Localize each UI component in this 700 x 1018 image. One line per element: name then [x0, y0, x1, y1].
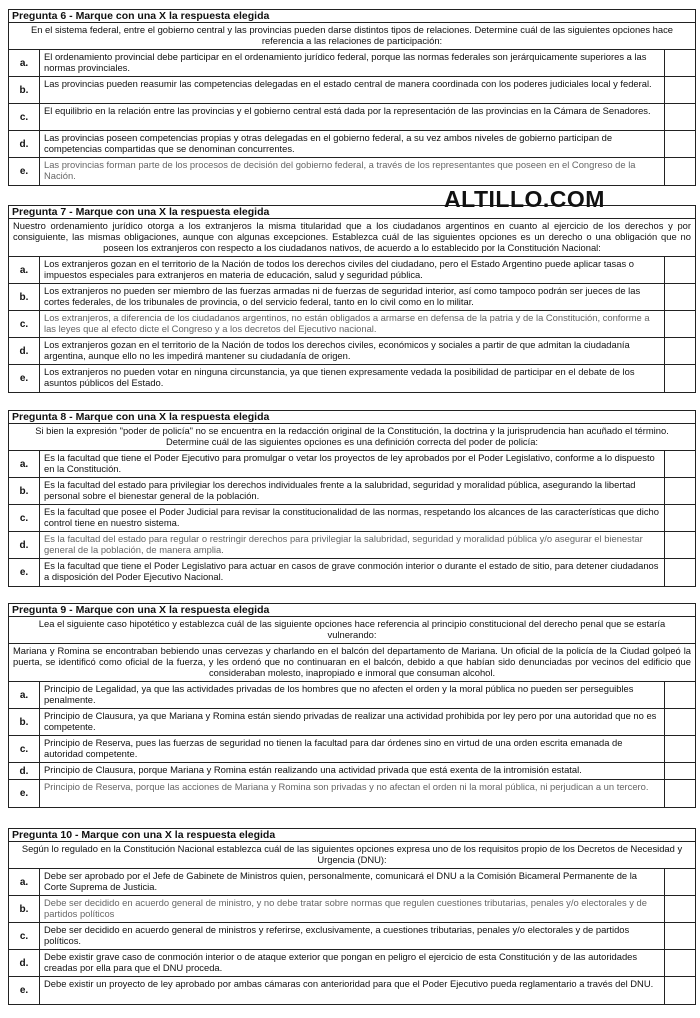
- option-letter: a.: [9, 451, 40, 477]
- answer-checkbox-e[interactable]: [664, 780, 695, 807]
- option-letter: d.: [9, 338, 40, 364]
- option-text: Principio de Reserva, pues las fuerzas de seguridad no tienen la facultad para dar órdenes sino en virtud de una orden escrita emanada de autoridad competente.: [44, 737, 623, 759]
- option-row-b: [9, 478, 695, 505]
- option-text: Los extranjeros no pueden ser miembro de las fuerzas armadas ni de fuerzas de seguridad interior, así como tampoco podrán ser jueces de las cortes federales, de los tribunales de provincia, o del servicio federal, tanto en lo civil como en lo militar.: [44, 285, 641, 307]
- question-header: Pregunta 8 - Marque con una X la respuesta elegida: [9, 411, 695, 424]
- question-prompt: En el sistema federal, entre el gobierno central y las provincias pueden darse distintos tipos de relaciones. Determine cuál de las siguientes opciones hace referencia a las relaciones de participación:: [9, 23, 695, 50]
- answer-checkbox-c[interactable]: [664, 505, 695, 531]
- option-row-e: [9, 977, 695, 1004]
- option-row-c: [9, 923, 695, 950]
- option-letter: b.: [9, 478, 40, 504]
- option-letter: b.: [9, 709, 40, 735]
- answer-checkbox-c[interactable]: [664, 311, 695, 337]
- answer-checkbox-b[interactable]: [664, 284, 695, 310]
- answer-checkbox-a[interactable]: [664, 682, 695, 708]
- option-row-c: [9, 736, 695, 763]
- option-letter: d.: [9, 763, 40, 779]
- option-row-a: [9, 869, 695, 896]
- option-row-d: [9, 950, 695, 977]
- option-text: Principio de Legalidad, ya que las actividades privadas de los hombres que no afecten el orden y la moral pública no pueden ser perseguibles penalmente.: [44, 683, 634, 705]
- option-row-d: [9, 338, 695, 365]
- question-8: [8, 410, 696, 587]
- option-row-b: [9, 284, 695, 311]
- question-header: Pregunta 10 - Marque con una X la respuesta elegida: [9, 829, 695, 842]
- option-letter: a.: [9, 869, 40, 895]
- question-header: Pregunta 7 - Marque con una X la respuesta elegida: [9, 206, 695, 219]
- answer-checkbox-b[interactable]: [664, 77, 695, 103]
- option-text: Principio de Clausura, ya que Mariana y Romina están siendo privadas de realizar una actividad prohibida por ley pero por una autoridad que no es competente.: [44, 710, 657, 732]
- question-prompt: Si bien la expresión "poder de policía" no se encuentra en la redacción original de la Constitución, la doctrina y la jurisprudencia han acuñado el término. Determine cuál de las siguientes opciones es una definición correcta del poder de policía:: [9, 424, 695, 451]
- option-text: El equilibrio en la relación entre las provincias y el gobierno central está dada por la representación de las provincias en la Cámara de Senadores.: [44, 105, 651, 116]
- option-text: El ordenamiento provincial debe participar en el ordenamiento jurídico federal, porque las normas federales son jerárquicamente superiores a las normas provinciales.: [44, 51, 647, 73]
- option-text: Debe existir un proyecto de ley aprobado por ambas cámaras con anterioridad para que el Poder Ejecutivo pueda reglamentario a través del DNU.: [44, 978, 654, 989]
- option-text: Es la facultad que tiene el Poder Legislativo para actuar en casos de grave conmoción interior o durante el estado de sitio, para detener ciudadanos a disposición del Poder Ejecutivo Nacional.: [44, 560, 659, 582]
- case-scenario: Mariana y Romina se encontraban bebiendo unas cervezas y charlando en el balcón del departamento de Mariana. Un oficial de la policía de la Ciudad golpeó la puerta, se identificó como oficial de la fuerza, y les ordenó que no continuaran en el balcón, debido a que habían sido denunciadas por vecinos del edificio que consideraban molesto, inapropiado e inmoral que consuman alcohol.: [9, 644, 695, 682]
- option-letter: b.: [9, 284, 40, 310]
- option-letter: e.: [9, 559, 40, 586]
- option-letter: b.: [9, 77, 40, 103]
- answer-checkbox-e[interactable]: [664, 977, 695, 1004]
- answer-checkbox-b[interactable]: [664, 709, 695, 735]
- question-9: [8, 603, 696, 808]
- answer-checkbox-a[interactable]: [664, 257, 695, 283]
- option-row-e: [9, 780, 695, 807]
- answer-checkbox-d[interactable]: [664, 131, 695, 157]
- option-row-e: [9, 158, 695, 185]
- question-10: [8, 828, 696, 1005]
- option-text: Los extranjeros gozan en el territorio de la Nación de todos los derechos civiles, económicos y sociales a partir de que admitan la ciudadanía argentina, aunque ello no les impedirá mantener su ciudadanía de origen.: [44, 339, 630, 361]
- option-row-b: [9, 896, 695, 923]
- option-row-d: [9, 763, 695, 780]
- option-text: Las provincias forman parte de los procesos de decisión del gobierno federal, a través de los representantes que poseen en el Congreso de la Nación.: [44, 159, 636, 181]
- option-text: Es la facultad que tiene el Poder Ejecutivo para promulgar o vetar los proyectos de ley aprobados por el Poder Legislativo, conforme a lo dispuesto en la Constitución.: [44, 452, 655, 474]
- option-text: Es la facultad que posee el Poder Judicial para revisar la constitucionalidad de las normas, respetando los alcances de las características que dicho control tiene en nuestro sistema.: [44, 506, 659, 528]
- option-letter: a.: [9, 257, 40, 283]
- answer-checkbox-d[interactable]: [664, 763, 695, 779]
- answer-checkbox-b[interactable]: [664, 478, 695, 504]
- question-prompt: Según lo regulado en la Constitución Nacional establezca cuál de las siguientes opciones expresa uno de los requisitos propio de los Decretos de Necesidad y Urgencia (DNU):: [9, 842, 695, 869]
- option-text: Debe ser decidido en acuerdo general de ministros y referirse, exclusivamente, a cuestiones tributarias, penales y/o electorales y de partidos políticos.: [44, 924, 630, 946]
- option-row-b: [9, 77, 695, 104]
- answer-checkbox-c[interactable]: [664, 104, 695, 130]
- option-text: Debe existir grave caso de conmoción interior o de ataque exterior que pongan en peligro el ejercicio de esta Constitución y de las autoridades creadas por ella para que el DNU proceda.: [44, 951, 638, 973]
- answer-checkbox-d[interactable]: [664, 532, 695, 558]
- question-header: Pregunta 9 - Marque con una X la respuesta elegida: [9, 604, 695, 617]
- option-letter: d.: [9, 131, 40, 157]
- question-prompt: Lea el siguiente caso hipotético y establezca cuál de las siguiente opciones hace referencia al principio constitucional del derecho penal que se estaría vulnerando:: [9, 617, 695, 644]
- option-letter: a.: [9, 682, 40, 708]
- answer-checkbox-e[interactable]: [664, 365, 695, 392]
- question-header: Pregunta 6 - Marque con una X la respuesta elegida: [9, 10, 695, 23]
- option-row-a: [9, 50, 695, 77]
- option-letter: d.: [9, 950, 40, 976]
- option-letter: c.: [9, 505, 40, 531]
- answer-checkbox-a[interactable]: [664, 451, 695, 477]
- answer-checkbox-d[interactable]: [664, 950, 695, 976]
- option-text: Debe ser aprobado por el Jefe de Gabinete de Ministros quien, personalmente, comunicará el DNU a la Comisión Bicameral Permanente de la Corte Suprema de Justicia.: [44, 870, 638, 892]
- option-text: Es la facultad del estado para privilegiar los derechos individuales frente a la salubridad, seguridad y moralidad pública, asegurando la libertad personal sobre el bienestar general de la población.: [44, 479, 636, 501]
- question-6: [8, 9, 696, 186]
- option-letter: e.: [9, 158, 40, 185]
- option-letter: a.: [9, 50, 40, 76]
- option-row-a: [9, 682, 695, 709]
- answer-checkbox-c[interactable]: [664, 923, 695, 949]
- option-row-c: [9, 505, 695, 532]
- option-text: Las provincias poseen competencias propias y otras delegadas en el gobierno federal, a su vez ambos niveles de gobierno participan de competencias compartidas que se denominan concurrentes.: [44, 132, 613, 154]
- option-letter: e.: [9, 780, 40, 807]
- answer-checkbox-b[interactable]: [664, 896, 695, 922]
- answer-checkbox-d[interactable]: [664, 338, 695, 364]
- watermark-text: ALTILLO.COM: [444, 186, 605, 212]
- option-letter: c.: [9, 311, 40, 337]
- option-text: Las provincias pueden reasumir las competencias delegadas en el estado central de manera coordinada con los poderes judiciales local y federal.: [44, 78, 652, 89]
- answer-checkbox-e[interactable]: [664, 559, 695, 586]
- option-row-c: [9, 311, 695, 338]
- answer-checkbox-e[interactable]: [664, 158, 695, 185]
- option-row-a: [9, 257, 695, 284]
- option-letter: c.: [9, 923, 40, 949]
- option-text: Es la facultad del estado para regular o restringir derechos para privilegiar la salubridad, seguridad y moralidad pública y/o asegurar el bienestar general de la población, de manera amplia.: [44, 533, 643, 555]
- option-text: Principio de Reserva, porque las acciones de Mariana y Romina son privadas y no afectan el orden ni la moral pública, ni perjudican a un tercero.: [44, 781, 649, 792]
- option-letter: c.: [9, 104, 40, 130]
- option-text: Principio de Clausura, porque Mariana y Romina están realizando una actividad privada que está exenta de la intromisión estatal.: [44, 764, 582, 775]
- question-7: [8, 205, 696, 393]
- option-letter: d.: [9, 532, 40, 558]
- option-text: Los extranjeros gozan en el territorio de la Nación de todos los derechos civiles del ciudadano, pero el Estado Argentino puede aplicar tasas o impuestos especiales para extranjeros en materia de educación, salud y seguridad pública.: [44, 258, 634, 280]
- option-row-a: [9, 451, 695, 478]
- option-row-d: [9, 532, 695, 559]
- option-row-e: [9, 365, 695, 392]
- option-row-e: [9, 559, 695, 586]
- answer-checkbox-a[interactable]: [664, 50, 695, 76]
- option-text: Los extranjeros no pueden votar en ninguna circunstancia, ya que tienen expresamente vedada la posibilidad de participar en el debate de los asuntos públicos del Estado.: [44, 366, 635, 388]
- option-text: Debe ser decidido en acuerdo general de ministro, y no debe tratar sobre normas que regulen cuestiones tributarias, penales y/o electorales y de partidos políticos: [44, 897, 647, 919]
- option-letter: e.: [9, 365, 40, 392]
- option-letter: b.: [9, 896, 40, 922]
- answer-checkbox-c[interactable]: [664, 736, 695, 762]
- option-text: Los extranjeros, a diferencia de los ciudadanos argentinos, no están obligados a armarse en defensa de la patria y de la Constitución, conforme a las leyes que al efecto dicte el Congreso y a los decretos del Ejecutivo nacional.: [44, 312, 650, 334]
- answer-checkbox-a[interactable]: [664, 869, 695, 895]
- question-prompt: Nuestro ordenamiento jurídico otorga a los extranjeros la misma titularidad que a los ciudadanos argentinos en cuanto al ejercicio de los derechos y por consiguiente, las mismas obligaciones, aunque con algunas excepciones. Establezca cuál de las siguientes opciones es un derecho o una obligación que no poseen los extranjeros con respecto a los ciudadanos nativos, de acuerdo a lo establecido por la Constitución Nacional:: [9, 219, 695, 257]
- option-row-c: [9, 104, 695, 131]
- option-row-b: [9, 709, 695, 736]
- option-letter: c.: [9, 736, 40, 762]
- option-row-d: [9, 131, 695, 158]
- option-letter: e.: [9, 977, 40, 1004]
